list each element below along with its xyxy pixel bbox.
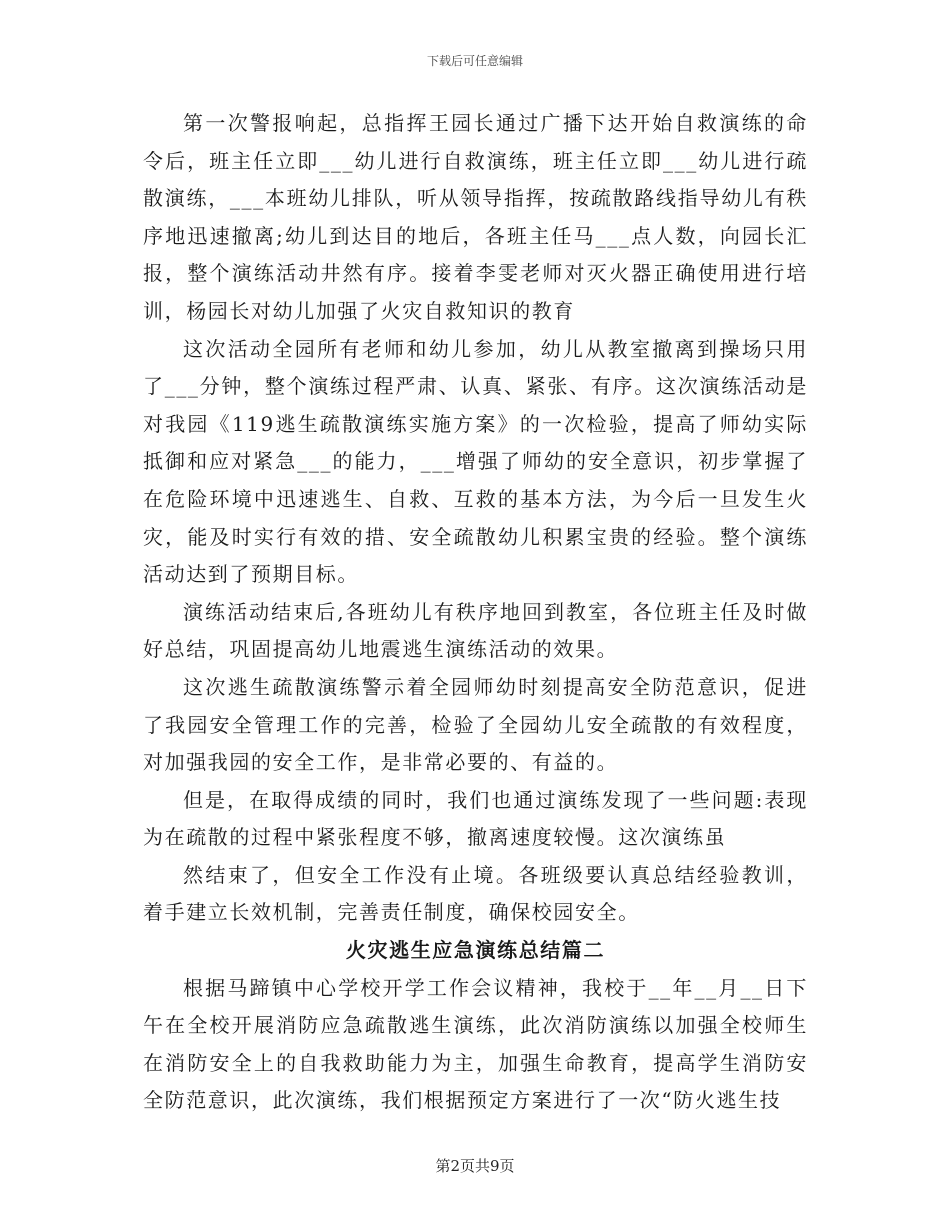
paragraph-3: 演练活动结束后,各班幼儿有秩序地回到教室，各位班主任及时做好总结，巩固提高幼儿地震逃生演练活动的效果。: [143, 599, 808, 662]
paragraph-4: 这次逃生疏散演练警示着全园师幼时刻提高安全防范意识，促进了我园安全管理工作的完善，检验了全园幼儿安全疏散的有效程度，对加强我园的安全工作，是非常必要的、有益的。: [143, 674, 808, 775]
page-footer: 第2页共9页: [435, 1157, 515, 1175]
paragraph-5: 但是，在取得成绩的同时，我们也通过演练发现了一些问题:表现为在疏散的过程中紧张程度不够，撤离速度较慢。这次演练虽: [143, 787, 808, 850]
section-paragraph-1: 根据马蹄镇中心学校开学工作会议精神，我校于__年__月__日下午在全校开展消防应急疏散逃生演练，此次消防演练以加强全校师生在消防安全上的自我救助能力为主，加强生命教育，提高学生消防安全防范意识，此次演练，我们根据预定方案进行了一次“防火逃生技: [143, 975, 808, 1113]
paragraph-1: 第一次警报响起，总指挥王园长通过广播下达开始自救演练的命令后，班主任立即___幼儿进行自救演练，班主任立即___幼儿进行疏散演练，___本班幼儿排队，听从领导指挥，按疏散路线指导幼儿有秩序地迅速撤离;幼儿到达目的地后，各班主任马___点人数，向园长汇报，整个演练活动井然有序。接着李雯老师对灭火器正确使用进行培训，杨园长对幼儿加强了火灾自救知识的教育: [143, 111, 808, 323]
paragraph-6: 然结束了，但安全工作没有止境。各班级要认真总结经验教训，着手建立长效机制，完善责任制度，确保校园安全。: [143, 862, 808, 925]
section-title: 火灾逃生应急演练总结篇二: [345, 938, 606, 963]
page-header: 下载后可任意编辑: [426, 54, 523, 68]
paragraph-2: 这次活动全园所有老师和幼儿参加，幼儿从教室撤离到操场只用了___分钟，整个演练过程严肃、认真、紧张、有序。这次演练活动是对我园《119逃生疏散演练实施方案》的一次检验，提高了师幼实际抵御和应对紧急___的能力，___增强了师幼的安全意识，初步掌握了在危险环境中迅速逃生、自救、互救的基本方法，为今后一旦发生火灾，能及时实行有效的措、安全疏散幼儿积累宝贵的经验。整个演练活动达到了预期目标。: [143, 336, 808, 587]
document-body: [143, 105, 808, 1120]
